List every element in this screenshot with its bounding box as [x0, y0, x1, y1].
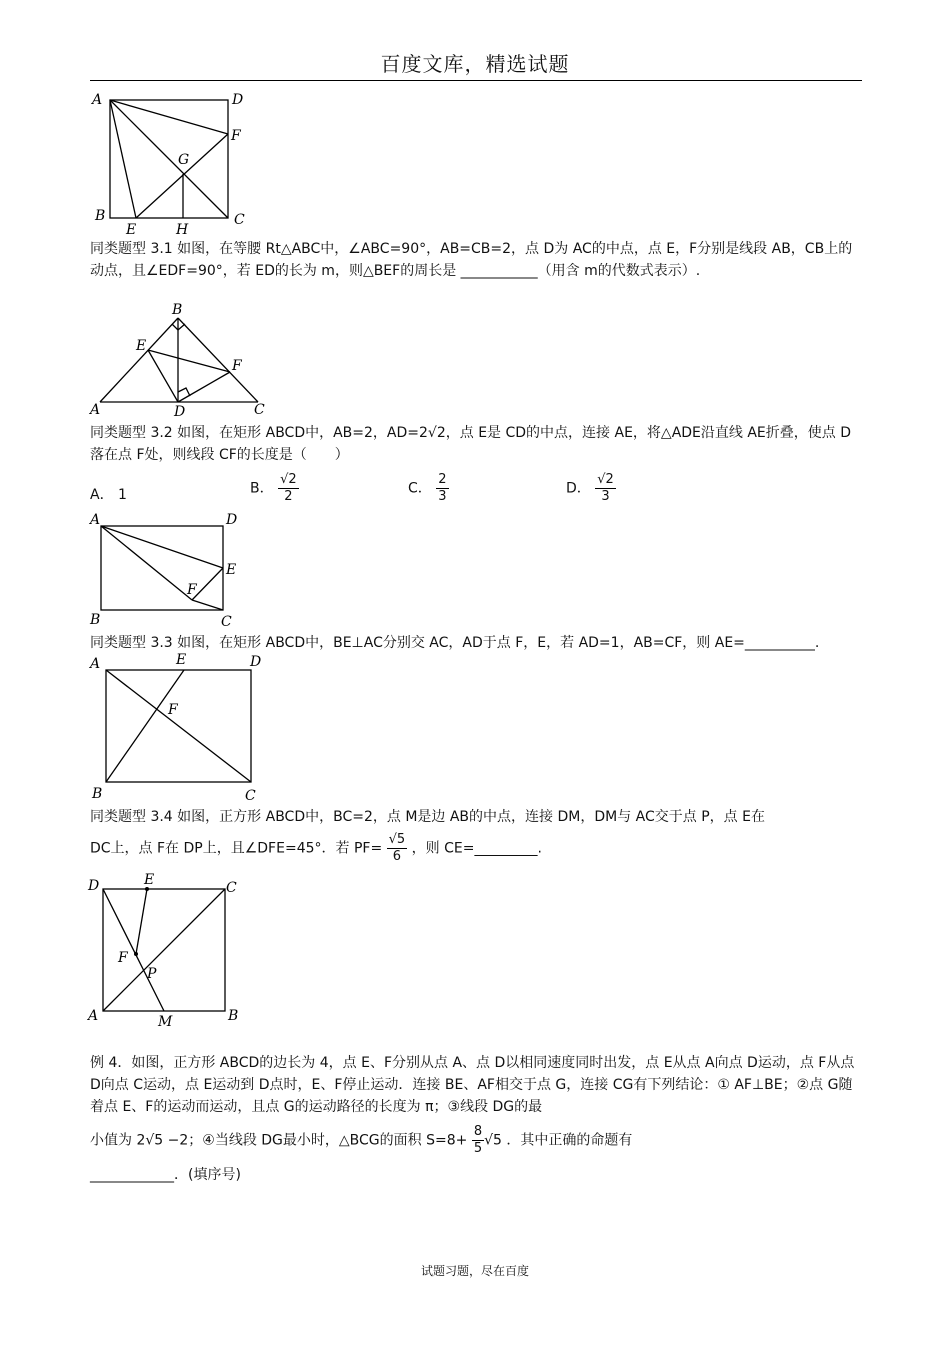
problem-3-3: 同类题型 3.3 如图，在矩形 ABCD中，BE⊥AC分别交 AC，AD于点 F，E，若 AD=1，AB=CF，则 AE=__________. — [90, 635, 820, 651]
figure-square-g-h — [88, 88, 258, 238]
fig1-label-d: D — [232, 92, 244, 108]
page-header: 百度文库，精选试题 — [380, 52, 570, 76]
example-4-line2 — [90, 1124, 862, 1157]
option-a — [90, 484, 127, 504]
example-4-numerator: 8 — [473, 1124, 483, 1139]
fig1-label-h: H — [176, 222, 189, 238]
fig4-label-f: F — [168, 702, 178, 718]
figure-rectangle-be-ac — [88, 652, 268, 804]
fig2-label-f: F — [232, 358, 242, 374]
figure-rectangle-fold — [88, 512, 248, 630]
fig1-label-g: G — [178, 152, 190, 168]
fig5-label-d: D — [88, 878, 100, 894]
fig5-label-m: M — [158, 1014, 173, 1030]
fig2-label-e: E — [136, 338, 147, 354]
option-c-denominator: 3 — [438, 489, 447, 504]
fig3-label-e: E — [226, 562, 237, 578]
option-a-value: 1 — [118, 487, 127, 503]
fig1-label-e: E — [126, 222, 137, 238]
option-b-numerator: √2 — [280, 472, 297, 487]
figure-square-dm-ac — [86, 872, 246, 1030]
page-footer: 试题习题，尽在百度 — [420, 1264, 529, 1278]
fig2-label-c: C — [254, 402, 265, 418]
problem-3-4-line1: 同类题型 3.4 如图，正方形 ABCD中，BC=2，点 M是边 AB的中点，连接 DM，DM与 AC交于点 P，点 E在 — [90, 809, 765, 825]
option-a-label: A． — [90, 487, 114, 503]
option-c-label: C． — [408, 480, 432, 497]
problem-3-4-text-b: ，则 CE=_________. — [411, 840, 542, 857]
header-rule — [90, 80, 862, 81]
fig1-label-a: A — [92, 92, 103, 108]
example-4-sqrt: √5 — [484, 1132, 502, 1149]
problem-3-2: 同类题型 3.2 如图，在矩形 ABCD中，AB=2，AD=2√2，点 E是 CD的中点，连接 AE，将△ADE沿直线 AE折叠，使点 D落在点 F处，则线段 CF的长度是（ ） — [90, 425, 851, 463]
example-4-line3: ____________．(填序号) — [90, 1167, 241, 1183]
option-b — [250, 472, 299, 505]
example-4-text-a: 小值为 2√5 −2；④当线段 DG最小时，△BCG的面积 S=8+ — [90, 1132, 468, 1149]
fig4-label-b: B — [92, 786, 103, 802]
fig2-label-a: A — [90, 402, 101, 418]
fig3-label-a: A — [90, 512, 101, 528]
problem-3-4-denominator: 6 — [392, 849, 402, 864]
fig4-label-c: C — [245, 788, 256, 804]
example-4-line1: 例 4．如图，正方形 ABCD的边长为 4，点 E、F分别从点 A、点 D以相同速度同时出发，点 E从点 A向点 D运动，点 F从点 D向点 C运动，点 E运动到 D点时，E、F停止运动．连接 BE、AF相交于点 G，连接 CG有下列结论：① AF⊥BE；②点 G随着点 E、F的运动而运动，且点 G的运动路径的长度为 π；③线段 DG的最 — [90, 1055, 855, 1115]
fig1-label-c: C — [234, 212, 245, 228]
fig5-label-p: P — [147, 966, 157, 982]
option-b-label: B． — [250, 480, 274, 497]
fig3-label-f: F — [187, 582, 197, 598]
problem-3-4-numerator: √5 — [388, 832, 406, 847]
fig4-label-a: A — [90, 656, 101, 672]
fig3-label-c: C — [221, 614, 232, 630]
fig5-label-f: F — [118, 950, 128, 966]
problem-3-4-line2 — [90, 832, 862, 865]
fig3-label-d: D — [226, 512, 238, 528]
option-c-numerator: 2 — [438, 472, 447, 487]
problem-3-4-text-a: DC上，点 F在 DP上，且∠DFE=45°．若 PF= — [90, 840, 383, 857]
option-b-denominator: 2 — [284, 489, 293, 504]
fig1-label-f: F — [231, 128, 241, 144]
example-4-text-b: ．其中正确的命题有 — [506, 1132, 633, 1149]
fig5-label-c: C — [226, 880, 237, 896]
option-d-label: D． — [566, 480, 591, 497]
fig2-label-b: B — [172, 302, 183, 318]
fig1-label-b: B — [95, 208, 106, 224]
figure-triangle-def — [88, 300, 278, 420]
fig4-label-e: E — [176, 652, 187, 668]
fig2-label-d: D — [174, 404, 186, 420]
fig3-label-b: B — [90, 612, 101, 628]
option-d-denominator: 3 — [601, 489, 610, 504]
problem-3-1: 同类题型 3.1 如图，在等腰 Rt△ABC中，∠ABC=90°，AB=CB=2，点 D为 AC的中点，点 E，F分别是线段 AB，CB上的动点，且∠EDF=90°，若 ED的长为 m，则△BEF的周长是 ___________（用含 m的代数式表示）. — [90, 241, 853, 279]
fig5-label-e: E — [144, 872, 155, 888]
fig4-label-d: D — [250, 654, 262, 670]
fig5-label-a: A — [88, 1008, 99, 1024]
example-4-denominator: 5 — [473, 1141, 483, 1156]
option-d — [566, 472, 616, 505]
option-c — [408, 472, 449, 505]
fig5-label-b: B — [228, 1008, 239, 1024]
option-d-numerator: √2 — [597, 472, 614, 487]
